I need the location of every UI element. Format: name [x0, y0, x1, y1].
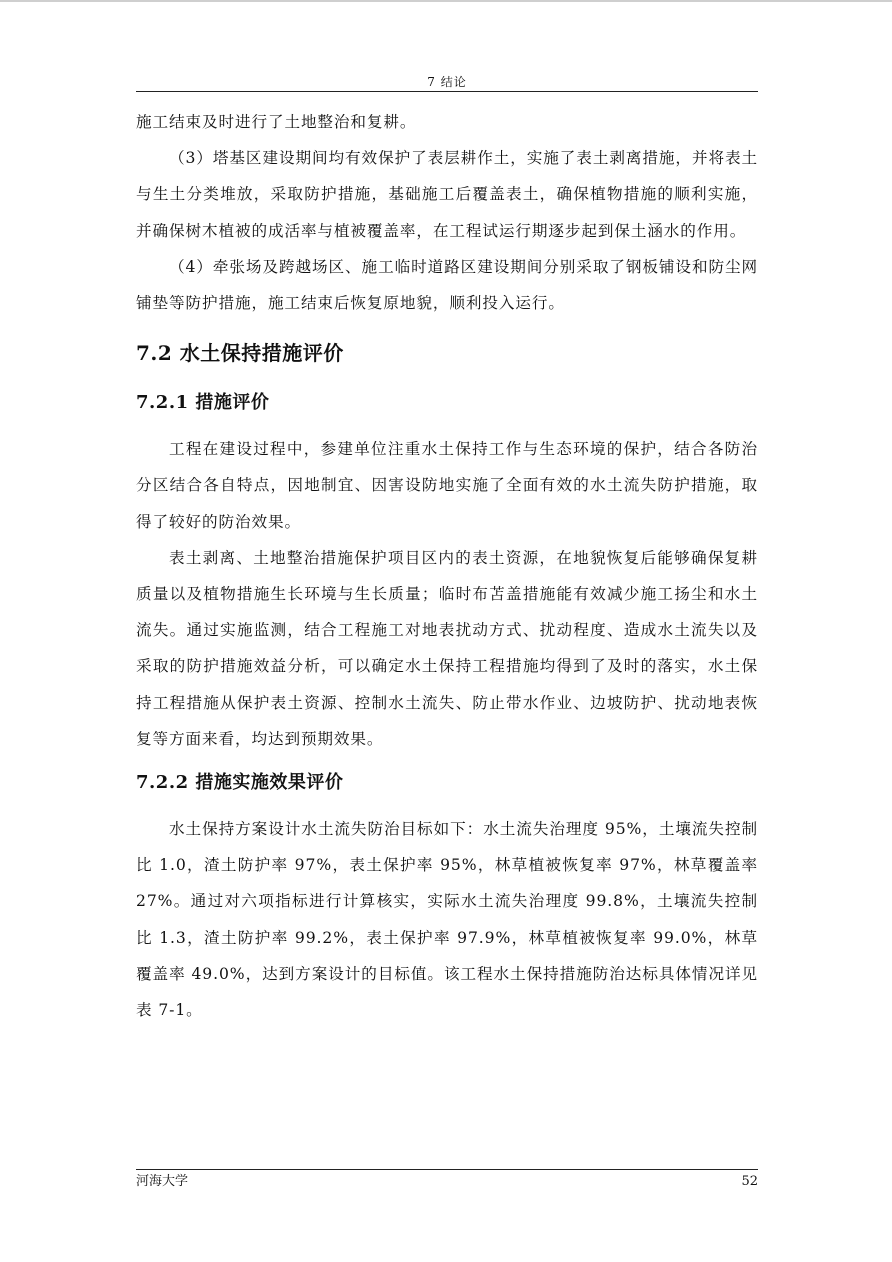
paragraph-stringing-field: （4）牵张场及跨越场区、施工临时道路区建设期间分别采取了钢板铺设和防尘网铺垫等防护措施，施工结束后恢复原地貌，顺利投入运行。 — [136, 257, 758, 313]
paragraph-tower-base: （3）塔基区建设期间均有效保护了表层耕作土，实施了表土剥离措施，并将表土与生土分类堆放，采取防护措施，基础施工后覆盖表土，确保植物措施的顺利实施，并确保树木植被的成活率与植被覆盖率，在工程试运行期逐步起到保土涵水的作用。 — [136, 149, 758, 240]
page-body — [136, 104, 758, 1028]
paragraph-measures-analysis: 表土剥离、土地整治措施保护项目区内的表土资源，在地貌恢复后能够确保复耕质量以及植物措施生长环境与生长质量；临时布苫盖措施能有效减少施工扬尘和水土流失。通过实施监测，结合工程施工对地表扰动方式、扰动程度、造成水土流失以及采取的防护措施效益分析，可以确定水土保持工程措施均得到了及时的落实，水土保持工程措施从保护表土资源、控制水土流失、防止带水作业、边坡防护、扰动地表恢复等方面来看，均达到预期效果。 — [136, 548, 758, 748]
subsection-heading-effect: 7.2.2 措施实施效果评价 — [136, 772, 344, 794]
paragraph-measures-overview: 工程在建设过程中，参建单位注重水土保持工作与生态环境的保护，结合各防治分区结合各自特点，因地制宜、因害设防地实施了全面有效的水土流失防护措施，取得了较好的防治效果。 — [136, 440, 758, 531]
paragraph-effect-indicators: 水土保持方案设计水土流失防治目标如下：水土流失治理度 95%，土壤流失控制比 1.0，渣土防护率 97%，表土保护率 95%，林草植被恢复率 97%，林草覆盖率 27%。通过对六项指标进行计算核实，实际水土流失治理度 99.8%，土壤流失控制比 1.3，渣土防护率 99.2%，表土保护率 97.9%，林草植被恢复率 99.0%，林草覆盖率 49.0%，达到方案设计的目标值。该工程水土保持措施防治达标具体情况详见表 7-1。 — [136, 820, 758, 1020]
footer-rule — [136, 1169, 758, 1170]
running-header: 7 结论 — [427, 75, 467, 89]
footer-institution: 河海大学 — [136, 1174, 189, 1189]
header-rule — [136, 91, 758, 92]
page-top-edge — [0, 0, 892, 2]
subsection-heading-measures: 7.2.1 措施评价 — [136, 392, 270, 414]
page-number: 52 — [741, 1174, 758, 1189]
paragraph-continuation: 施工结束及时进行了土地整治和复耕。 — [136, 113, 417, 131]
section-heading: 7.2 水土保持措施评价 — [136, 341, 344, 366]
